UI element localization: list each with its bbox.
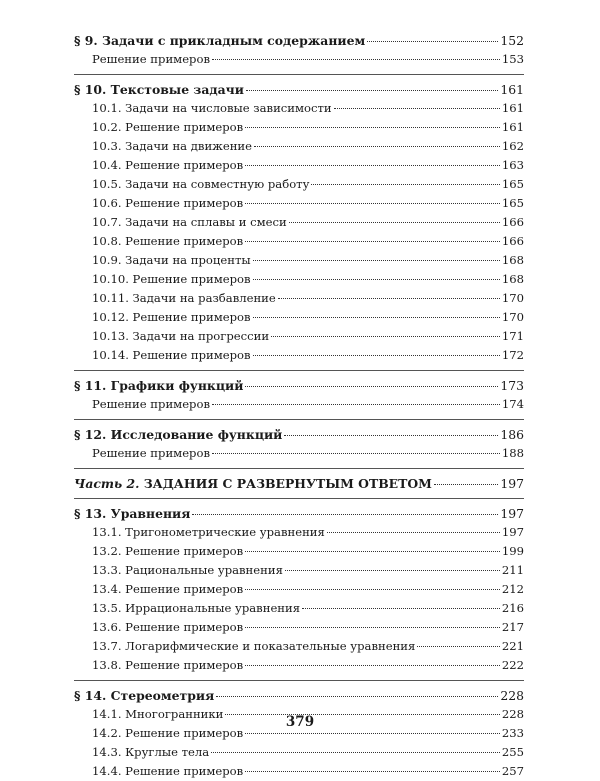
toc-entry-page: 222 — [501, 658, 524, 672]
toc-entry-page: 161 — [501, 101, 524, 115]
toc-entry-page: 172 — [501, 348, 524, 362]
toc-entry-label: § 11. Графики функций — [74, 378, 244, 393]
toc-entry-page: 211 — [501, 563, 524, 577]
toc-subentry — [74, 395, 524, 414]
toc-section-entry — [74, 425, 524, 444]
dot-leader — [434, 484, 499, 485]
section-divider — [74, 468, 524, 469]
toc-entry-page: 162 — [501, 139, 524, 153]
toc-group — [74, 31, 524, 69]
toc-entry-label: 13.4. Решение примеров — [92, 582, 244, 596]
toc-entry-page: 221 — [501, 639, 524, 653]
toc-group — [74, 425, 524, 463]
toc-subentry — [74, 743, 524, 762]
dot-leader — [311, 184, 499, 185]
toc-entry-label: § 9. Задачи с прикладным содержанием — [74, 33, 366, 48]
toc-entry-page: 165 — [501, 196, 524, 210]
toc-subentry — [74, 580, 524, 599]
toc-entry-page: 166 — [501, 215, 524, 229]
toc-subentry — [74, 156, 524, 175]
dot-leader — [245, 665, 500, 666]
toc-entry-label: Решение примеров — [92, 397, 210, 411]
toc-subentry — [74, 194, 524, 213]
toc-subentry — [74, 270, 524, 289]
dot-leader — [245, 386, 498, 387]
dot-leader — [253, 317, 500, 318]
toc-section-entry — [74, 376, 524, 395]
toc-group — [74, 80, 524, 365]
toc-entry-label: 10.5. Задачи на совместную работу — [92, 177, 310, 191]
dot-leader — [192, 514, 498, 515]
toc-entry-label: 10.11. Задачи на разбавление — [92, 291, 276, 305]
toc-subentry — [74, 637, 524, 656]
toc-entry-page: 186 — [500, 427, 524, 442]
toc-entry-label: 10.4. Решение примеров — [92, 158, 244, 172]
toc-subentry — [74, 289, 524, 308]
toc-entry-label: 10.14. Решение примеров — [92, 348, 251, 362]
dot-leader — [216, 696, 498, 697]
dot-leader — [367, 41, 498, 42]
toc-section-entry — [74, 31, 524, 50]
toc-entry-label: 10.13. Задачи на прогрессии — [92, 329, 270, 343]
toc-subentry — [74, 656, 524, 675]
toc-subentry — [74, 542, 524, 561]
section-divider — [74, 419, 524, 420]
toc-entry-label: Решение примеров — [92, 446, 210, 460]
toc-subentry — [74, 175, 524, 194]
dot-leader — [253, 279, 500, 280]
toc-subentry — [74, 137, 524, 156]
dot-leader — [289, 222, 500, 223]
dot-leader — [253, 260, 500, 261]
toc-entry-label: 13.7. Логарифмические и показательные уравнения — [92, 639, 416, 653]
dot-leader — [245, 589, 500, 590]
toc-entry-label: 13.1. Тригонометрические уравнения — [92, 525, 325, 539]
toc-entry-page: 165 — [501, 177, 524, 191]
toc-entry-page: 152 — [500, 33, 524, 48]
toc-subentry — [74, 232, 524, 251]
dot-leader — [212, 59, 500, 60]
dot-leader — [245, 165, 500, 166]
toc-group — [74, 504, 524, 675]
dot-leader — [245, 127, 500, 128]
toc-entry-page: 233 — [501, 726, 524, 740]
dot-leader — [212, 404, 500, 405]
toc-entry-page: 257 — [501, 764, 524, 778]
toc-entry-page: 171 — [501, 329, 524, 343]
toc-entry-page: 197 — [500, 476, 524, 491]
dot-leader — [246, 90, 498, 91]
toc-entry-page: 212 — [501, 582, 524, 596]
dot-leader — [245, 203, 500, 204]
toc-entry-page: 166 — [501, 234, 524, 248]
dot-leader — [245, 733, 500, 734]
toc-entry-label: Решение примеров — [92, 52, 210, 66]
dot-leader — [245, 551, 500, 552]
toc-entry-label: 10.12. Решение примеров — [92, 310, 251, 324]
toc-group — [74, 686, 524, 781]
toc-entry-page: 197 — [501, 525, 524, 539]
toc-entry-label: 10.7. Задачи на сплавы и смеси — [92, 215, 287, 229]
dot-leader — [334, 108, 500, 109]
toc-subentry — [74, 523, 524, 542]
toc-subentry — [74, 308, 524, 327]
toc-entry-label: § 13. Уравнения — [74, 506, 191, 521]
page-number: 379 — [285, 714, 315, 730]
dot-leader — [271, 336, 500, 337]
dot-leader — [245, 627, 500, 628]
toc-entry-page: 168 — [501, 253, 524, 267]
toc-part-entry — [74, 474, 524, 493]
toc-subentry — [74, 118, 524, 137]
toc-entry-page: 188 — [501, 446, 524, 460]
toc-entry-label: 10.6. Решение примеров — [92, 196, 244, 210]
toc-subentry — [74, 762, 524, 781]
toc-entry-label: 13.8. Решение примеров — [92, 658, 244, 672]
toc-subentry — [74, 618, 524, 637]
toc-entry-label: § 12. Исследование функций — [74, 427, 283, 442]
toc-entry-label: 10.8. Решение примеров — [92, 234, 244, 248]
toc-entry-label: 10.1. Задачи на числовые зависимости — [92, 101, 332, 115]
toc-entry-label: 13.3. Рациональные уравнения — [92, 563, 283, 577]
toc-part-title: ЗАДАНИЯ С РАЗВЕРНУТЫМ ОТВЕТОМ — [139, 476, 432, 491]
section-divider — [74, 370, 524, 371]
toc-subentry — [74, 444, 524, 463]
toc-entry-page: 153 — [501, 52, 524, 66]
toc-entry-page: 197 — [500, 506, 524, 521]
toc-subentry — [74, 99, 524, 118]
toc-entry-label: 10.3. Задачи на движение — [92, 139, 253, 153]
dot-leader — [278, 298, 500, 299]
toc-entry-label: 13.5. Иррациональные уравнения — [92, 601, 301, 615]
toc-group — [74, 376, 524, 414]
toc-entry-label: 10.2. Решение примеров — [92, 120, 244, 134]
dot-leader — [212, 453, 500, 454]
toc-entry-label: 10.9. Задачи на проценты — [92, 253, 251, 267]
toc-subentry — [74, 327, 524, 346]
toc-entry-page: 173 — [500, 378, 524, 393]
toc-subentry — [74, 50, 524, 69]
toc-entry-label: 13.6. Решение примеров — [92, 620, 244, 634]
dot-leader — [417, 646, 500, 647]
toc-entry-page: 199 — [501, 544, 524, 558]
toc-entry-page: 163 — [501, 158, 524, 172]
table-of-contents — [74, 31, 524, 781]
toc-subentry — [74, 213, 524, 232]
section-divider — [74, 74, 524, 75]
section-divider — [74, 498, 524, 499]
toc-entry-page: 216 — [501, 601, 524, 615]
toc-entry-label: 14.3. Круглые тела — [92, 745, 210, 759]
toc-entry-page: 255 — [501, 745, 524, 759]
toc-part-prefix: Часть 2. — [74, 476, 140, 491]
toc-section-entry — [74, 504, 524, 523]
dot-leader — [245, 771, 500, 772]
dot-leader — [302, 608, 500, 609]
toc-entry-label: 13.2. Решение примеров — [92, 544, 244, 558]
toc-entry-label: 14.1. Многогранники — [92, 707, 224, 721]
toc-group — [74, 474, 524, 493]
toc-subentry — [74, 251, 524, 270]
toc-entry-page: 174 — [501, 397, 524, 411]
toc-subentry — [74, 599, 524, 618]
toc-section-entry — [74, 80, 524, 99]
toc-entry-page: 217 — [501, 620, 524, 634]
toc-subentry — [74, 346, 524, 365]
dot-leader — [327, 532, 500, 533]
toc-subentry — [74, 561, 524, 580]
toc-entry-page: 168 — [501, 272, 524, 286]
section-divider — [74, 680, 524, 681]
toc-section-entry — [74, 686, 524, 705]
toc-entry-page: 170 — [501, 291, 524, 305]
toc-entry-label: § 14. Стереометрия — [74, 688, 215, 703]
toc-entry-label — [74, 474, 432, 493]
toc-entry-page: 161 — [500, 82, 524, 97]
dot-leader — [254, 146, 500, 147]
dot-leader — [284, 435, 498, 436]
toc-entry-page: 228 — [500, 688, 524, 703]
toc-entry-label: 14.2. Решение примеров — [92, 726, 244, 740]
toc-entry-label: § 10. Текстовые задачи — [74, 82, 244, 97]
toc-entry-label: 14.4. Решение примеров — [92, 764, 244, 778]
toc-entry-page: 170 — [501, 310, 524, 324]
toc-entry-label: 10.10. Решение примеров — [92, 272, 251, 286]
dot-leader — [211, 752, 500, 753]
dot-leader — [253, 355, 500, 356]
toc-entry-page: 161 — [501, 120, 524, 134]
toc-entry-page: 228 — [501, 707, 524, 721]
dot-leader — [245, 241, 500, 242]
dot-leader — [285, 570, 500, 571]
